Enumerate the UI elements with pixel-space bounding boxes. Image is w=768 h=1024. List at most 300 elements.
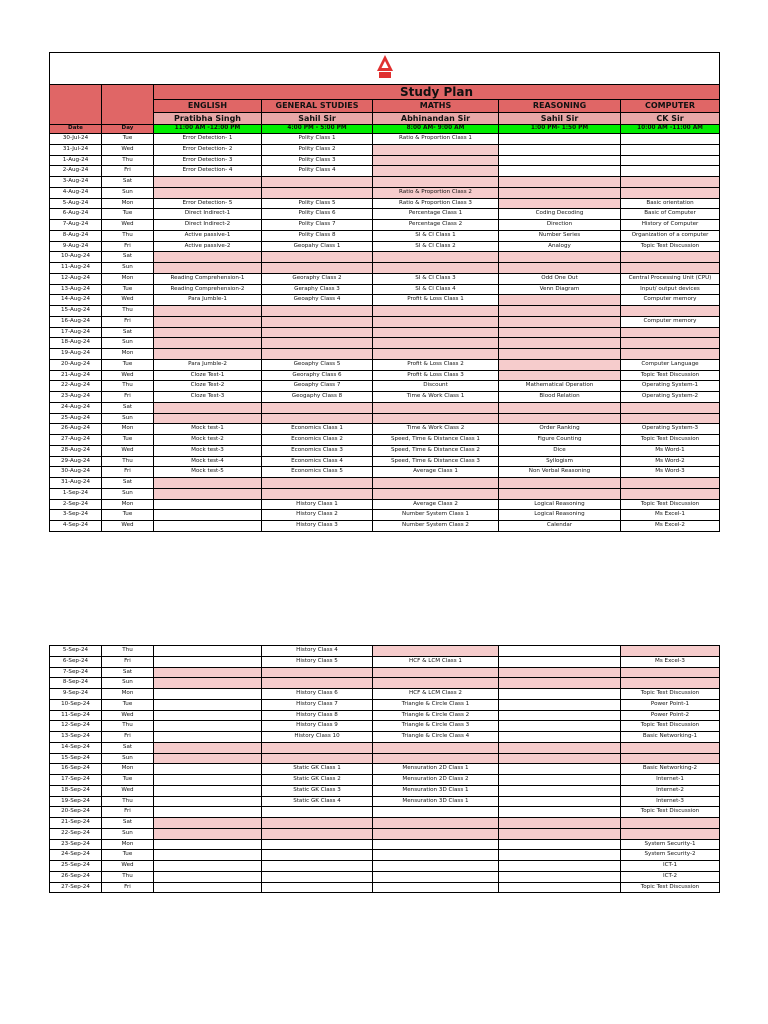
topic-cell: Mensuration 3D Class 1 <box>373 785 499 796</box>
topic-cell: Error Detection- 5 <box>154 198 262 209</box>
topic-cell <box>154 764 262 775</box>
schedule-row <box>50 456 720 467</box>
date-cell: 13-Aug-24 <box>50 284 102 295</box>
day-cell: Wed <box>102 370 154 381</box>
topic-cell: SI & CI Class 4 <box>373 284 499 295</box>
topic-cell: Topic Test Discussion <box>621 370 720 381</box>
topic-cell <box>499 796 621 807</box>
date-cell: 16-Sep-24 <box>50 764 102 775</box>
day-cell: Thu <box>102 230 154 241</box>
topic-cell <box>373 478 499 489</box>
subject-header: GENERAL STUDIES <box>262 100 373 113</box>
date-cell: 20-Sep-24 <box>50 807 102 818</box>
topic-cell: Polity Class 8 <box>262 230 373 241</box>
date-cell: 4-Sep-24 <box>50 521 102 532</box>
topic-cell: Active passive-1 <box>154 230 262 241</box>
schedule-row <box>50 435 720 446</box>
topic-cell: Operating System-1 <box>621 381 720 392</box>
topic-cell <box>154 316 262 327</box>
date-cell: 10-Aug-24 <box>50 252 102 263</box>
topic-cell: Figure Counting <box>499 435 621 446</box>
topic-cell: Input/ output devices <box>621 284 720 295</box>
schedule-row <box>50 220 720 231</box>
topic-cell <box>154 499 262 510</box>
schedule-row <box>50 241 720 252</box>
topic-cell <box>499 828 621 839</box>
topic-cell: Ms Excel-1 <box>621 510 720 521</box>
schedule-row <box>50 499 720 510</box>
topic-cell <box>499 370 621 381</box>
date-cell: 27-Sep-24 <box>50 882 102 893</box>
date-cell: 9-Aug-24 <box>50 241 102 252</box>
topic-cell: Average Class 2 <box>373 499 499 510</box>
topic-cell <box>154 850 262 861</box>
date-cell: 24-Aug-24 <box>50 402 102 413</box>
topic-cell: History Class 1 <box>262 499 373 510</box>
topic-cell: Mensuration 2D Class 1 <box>373 764 499 775</box>
day-cell: Sat <box>102 818 154 829</box>
class-timing: 1:00 PM- 1:50 PM <box>499 125 621 134</box>
topic-cell <box>499 252 621 263</box>
topic-cell <box>154 413 262 424</box>
topic-cell <box>154 882 262 893</box>
topic-cell: Ratio & Proportion Class 2 <box>373 187 499 198</box>
topic-cell: Time & Work Class 1 <box>373 392 499 403</box>
schedule-row <box>50 198 720 209</box>
topic-cell <box>499 349 621 360</box>
topic-cell: Direct Indirect-2 <box>154 220 262 231</box>
date-cell: 19-Sep-24 <box>50 796 102 807</box>
topic-cell: Basic Networking-2 <box>621 764 720 775</box>
topic-cell <box>373 327 499 338</box>
date-cell: 11-Aug-24 <box>50 263 102 274</box>
date-column-header-blank <box>50 85 102 125</box>
date-cell: 13-Sep-24 <box>50 732 102 743</box>
topic-cell: Topic Test Discussion <box>621 807 720 818</box>
subject-header: ENGLISH <box>154 100 262 113</box>
topic-cell <box>373 155 499 166</box>
topic-cell: Triangle & Circle Class 2 <box>373 710 499 721</box>
topic-cell <box>373 839 499 850</box>
topic-cell: History Class 3 <box>262 521 373 532</box>
topic-cell: Mock test-4 <box>154 456 262 467</box>
date-cell: 4-Aug-24 <box>50 187 102 198</box>
topic-cell <box>373 263 499 274</box>
topic-cell: Cloze Test-2 <box>154 381 262 392</box>
topic-cell <box>373 871 499 882</box>
schedule-row <box>50 882 720 893</box>
topic-cell: Geogaphy Class 8 <box>262 392 373 403</box>
topic-cell <box>262 306 373 317</box>
topic-cell: SI & CI Class 3 <box>373 273 499 284</box>
topic-cell: Error Detection- 2 <box>154 144 262 155</box>
topic-cell <box>262 252 373 263</box>
topic-cell <box>621 263 720 274</box>
topic-cell <box>154 678 262 689</box>
date-cell: 29-Aug-24 <box>50 456 102 467</box>
topic-cell <box>154 689 262 700</box>
date-cell: 1-Aug-24 <box>50 155 102 166</box>
topic-cell: Geoaphy Class 5 <box>262 359 373 370</box>
day-cell: Thu <box>102 796 154 807</box>
topic-cell <box>373 882 499 893</box>
topic-cell: Direction <box>499 220 621 231</box>
day-cell: Thu <box>102 381 154 392</box>
schedule-row <box>50 721 720 732</box>
day-cell: Mon <box>102 764 154 775</box>
date-column-header: Date <box>50 125 102 134</box>
topic-cell <box>154 187 262 198</box>
topic-cell <box>154 818 262 829</box>
topic-cell: System Security-1 <box>621 839 720 850</box>
topic-cell: Power Point-2 <box>621 710 720 721</box>
date-cell: 6-Sep-24 <box>50 656 102 667</box>
schedule-row <box>50 316 720 327</box>
schedule-row <box>50 359 720 370</box>
topic-cell <box>621 134 720 145</box>
topic-cell: Organization of a computer <box>621 230 720 241</box>
date-cell: 14-Aug-24 <box>50 295 102 306</box>
topic-cell: Geoaphy Class 4 <box>262 295 373 306</box>
schedule-row <box>50 510 720 521</box>
day-cell: Tue <box>102 699 154 710</box>
schedule-row <box>50 177 720 188</box>
date-cell: 25-Sep-24 <box>50 861 102 872</box>
topic-cell: Triangle & Circle Class 3 <box>373 721 499 732</box>
topic-cell: Computer Language <box>621 359 720 370</box>
date-cell: 9-Sep-24 <box>50 689 102 700</box>
schedule-row <box>50 349 720 360</box>
topic-cell: Error Detection- 1 <box>154 134 262 145</box>
day-cell: Wed <box>102 220 154 231</box>
topic-cell: Odd One Out <box>499 273 621 284</box>
day-cell: Tue <box>102 284 154 295</box>
topic-cell: Polity Class 7 <box>262 220 373 231</box>
schedule-row <box>50 445 720 456</box>
topic-cell: Basic Networking-1 <box>621 732 720 743</box>
date-cell: 2-Aug-24 <box>50 166 102 177</box>
date-cell: 16-Aug-24 <box>50 316 102 327</box>
topic-cell: Topic Test Discussion <box>621 499 720 510</box>
topic-cell <box>621 678 720 689</box>
topic-cell <box>499 732 621 743</box>
topic-cell <box>154 742 262 753</box>
topic-cell: Georaphy Class 6 <box>262 370 373 381</box>
day-cell: Tue <box>102 134 154 145</box>
date-cell: 19-Aug-24 <box>50 349 102 360</box>
schedule-row <box>50 338 720 349</box>
topic-cell: Economics Class 3 <box>262 445 373 456</box>
topic-cell <box>499 478 621 489</box>
topic-cell: Coding Decoding <box>499 209 621 220</box>
date-cell: 15-Aug-24 <box>50 306 102 317</box>
topic-cell <box>499 306 621 317</box>
topic-cell <box>499 678 621 689</box>
topic-cell <box>499 144 621 155</box>
schedule-row <box>50 667 720 678</box>
topic-cell: Economics Class 5 <box>262 467 373 478</box>
topic-cell <box>262 828 373 839</box>
date-cell: 31-Aug-24 <box>50 478 102 489</box>
schedule-row <box>50 327 720 338</box>
topic-cell <box>373 850 499 861</box>
topic-cell: Number Series <box>499 230 621 241</box>
topic-cell <box>373 667 499 678</box>
teacher-name: Sahil Sir <box>499 113 621 125</box>
schedule-row <box>50 775 720 786</box>
day-cell: Wed <box>102 521 154 532</box>
day-column-header: Day <box>102 125 154 134</box>
topic-cell: Computer memory <box>621 295 720 306</box>
topic-cell: Internet-2 <box>621 785 720 796</box>
topic-cell: Static GK Class 1 <box>262 764 373 775</box>
topic-cell <box>499 177 621 188</box>
schedule-row <box>50 209 720 220</box>
schedule-row <box>50 488 720 499</box>
topic-cell: Average Class 1 <box>373 467 499 478</box>
topic-cell <box>154 327 262 338</box>
topic-cell: HCF & LCM Class 2 <box>373 689 499 700</box>
schedule-row <box>50 699 720 710</box>
topic-cell: Profit & Loss Class 3 <box>373 370 499 381</box>
topic-cell <box>499 818 621 829</box>
day-cell: Fri <box>102 166 154 177</box>
topic-cell <box>373 753 499 764</box>
topic-cell <box>499 785 621 796</box>
teacher-name: Pratibha Singh <box>154 113 262 125</box>
topic-cell <box>154 263 262 274</box>
topic-cell <box>373 166 499 177</box>
topic-cell: Discount <box>373 381 499 392</box>
topic-cell <box>262 349 373 360</box>
topic-cell <box>262 861 373 872</box>
topic-cell <box>262 402 373 413</box>
schedule-row <box>50 402 720 413</box>
date-cell: 30-Aug-24 <box>50 467 102 478</box>
day-cell: Fri <box>102 882 154 893</box>
schedule-row <box>50 807 720 818</box>
subject-header: COMPUTER <box>621 100 720 113</box>
topic-cell <box>621 478 720 489</box>
date-cell: 2-Sep-24 <box>50 499 102 510</box>
topic-cell <box>499 402 621 413</box>
teacher-name: Sahil Sir <box>262 113 373 125</box>
day-cell: Wed <box>102 144 154 155</box>
day-cell: Sat <box>102 252 154 263</box>
topic-cell: Basic orientation <box>621 198 720 209</box>
topic-cell <box>154 402 262 413</box>
topic-cell <box>262 807 373 818</box>
topic-cell: Time & Work Class 2 <box>373 424 499 435</box>
topic-cell <box>262 818 373 829</box>
topic-cell <box>154 252 262 263</box>
topic-cell: Operating System-2 <box>621 392 720 403</box>
topic-cell <box>499 166 621 177</box>
teacher-name: CK Sir <box>621 113 720 125</box>
topic-cell <box>499 413 621 424</box>
topic-cell <box>499 850 621 861</box>
topic-cell <box>621 155 720 166</box>
page-title: Study Plan <box>154 85 720 100</box>
date-cell: 26-Sep-24 <box>50 871 102 882</box>
class-timing: 4:00 PM - 5:00 PM <box>262 125 373 134</box>
class-timing: 11:00 AM -12:00 PM <box>154 125 262 134</box>
topic-cell: History Class 7 <box>262 699 373 710</box>
schedule-row <box>50 785 720 796</box>
schedule-row <box>50 166 720 177</box>
topic-cell <box>499 359 621 370</box>
day-cell: Sun <box>102 413 154 424</box>
topic-cell: Mock test-1 <box>154 424 262 435</box>
schedule-row <box>50 187 720 198</box>
schedule-row <box>50 521 720 532</box>
day-cell: Thu <box>102 871 154 882</box>
schedule-row <box>50 818 720 829</box>
topic-cell <box>154 839 262 850</box>
topic-cell: Topic Test Discussion <box>621 241 720 252</box>
day-cell: Sat <box>102 327 154 338</box>
topic-cell <box>154 753 262 764</box>
day-cell: Fri <box>102 732 154 743</box>
schedule-row <box>50 732 720 743</box>
date-cell: 21-Sep-24 <box>50 818 102 829</box>
topic-cell <box>262 187 373 198</box>
topic-cell <box>154 349 262 360</box>
topic-cell: Static GK Class 3 <box>262 785 373 796</box>
topic-cell <box>154 861 262 872</box>
topic-cell <box>373 488 499 499</box>
topic-cell <box>262 327 373 338</box>
topic-cell <box>621 828 720 839</box>
day-cell: Tue <box>102 209 154 220</box>
topic-cell <box>499 155 621 166</box>
topic-cell <box>499 775 621 786</box>
date-cell: 8-Sep-24 <box>50 678 102 689</box>
topic-cell <box>154 732 262 743</box>
topic-cell: Internet-3 <box>621 796 720 807</box>
topic-cell: Percentage Class 1 <box>373 209 499 220</box>
topic-cell <box>621 742 720 753</box>
topic-cell: Number System Class 1 <box>373 510 499 521</box>
topic-cell: Syllogism <box>499 456 621 467</box>
day-cell: Wed <box>102 710 154 721</box>
study-plan-table-page2 <box>49 645 720 893</box>
topic-cell <box>373 338 499 349</box>
topic-cell <box>262 488 373 499</box>
topic-cell <box>154 656 262 667</box>
topic-cell <box>262 316 373 327</box>
topic-cell: Polity Class 6 <box>262 209 373 220</box>
topic-cell: Para Jumble-1 <box>154 295 262 306</box>
topic-cell: Speed, Time & Distance Class 3 <box>373 456 499 467</box>
day-cell: Thu <box>102 721 154 732</box>
day-cell: Mon <box>102 424 154 435</box>
topic-cell: Calendar <box>499 521 621 532</box>
day-cell: Fri <box>102 241 154 252</box>
topic-cell <box>499 721 621 732</box>
topic-cell: Polity Class 5 <box>262 198 373 209</box>
date-cell: 7-Sep-24 <box>50 667 102 678</box>
topic-cell <box>499 134 621 145</box>
topic-cell: Profit & Loss Class 2 <box>373 359 499 370</box>
topic-cell: Cloze Test-1 <box>154 370 262 381</box>
topic-cell <box>499 316 621 327</box>
topic-cell <box>621 187 720 198</box>
topic-cell <box>373 807 499 818</box>
day-cell: Tue <box>102 775 154 786</box>
topic-cell <box>621 413 720 424</box>
date-cell: 12-Sep-24 <box>50 721 102 732</box>
topic-cell: Percentage Class 2 <box>373 220 499 231</box>
topic-cell <box>499 764 621 775</box>
schedule-row <box>50 155 720 166</box>
topic-cell: Georaphy Class 2 <box>262 273 373 284</box>
topic-cell: Ratio & Proportion Class 3 <box>373 198 499 209</box>
topic-cell <box>621 144 720 155</box>
topic-cell: Triangle & Circle Class 4 <box>373 732 499 743</box>
schedule-row <box>50 273 720 284</box>
topic-cell <box>621 402 720 413</box>
topic-cell <box>499 263 621 274</box>
day-cell: Sun <box>102 338 154 349</box>
schedule-row <box>50 656 720 667</box>
schedule-row <box>50 828 720 839</box>
date-cell: 22-Sep-24 <box>50 828 102 839</box>
topic-cell <box>373 818 499 829</box>
date-cell: 10-Sep-24 <box>50 699 102 710</box>
topic-cell: Cloze Test-3 <box>154 392 262 403</box>
topic-cell: Active passive-2 <box>154 241 262 252</box>
date-cell: 15-Sep-24 <box>50 753 102 764</box>
date-cell: 23-Aug-24 <box>50 392 102 403</box>
date-cell: 14-Sep-24 <box>50 742 102 753</box>
topic-cell <box>499 667 621 678</box>
topic-cell <box>499 699 621 710</box>
date-cell: 18-Sep-24 <box>50 785 102 796</box>
day-cell: Fri <box>102 656 154 667</box>
topic-cell: Polity Class 3 <box>262 155 373 166</box>
topic-cell: History Class 10 <box>262 732 373 743</box>
topic-cell: Power Point-1 <box>621 699 720 710</box>
topic-cell <box>373 413 499 424</box>
topic-cell <box>262 413 373 424</box>
day-cell: Tue <box>102 359 154 370</box>
schedule-row <box>50 370 720 381</box>
topic-cell <box>499 871 621 882</box>
schedule-row <box>50 467 720 478</box>
topic-cell: Topic Test Discussion <box>621 435 720 446</box>
topic-cell: Polity Class 1 <box>262 134 373 145</box>
topic-cell <box>499 742 621 753</box>
topic-cell <box>499 753 621 764</box>
topic-cell <box>262 742 373 753</box>
topic-cell: Topic Test Discussion <box>621 721 720 732</box>
schedule-row <box>50 646 720 657</box>
topic-cell: Speed, Time & Distance Class 1 <box>373 435 499 446</box>
topic-cell <box>154 785 262 796</box>
topic-cell <box>262 667 373 678</box>
topic-cell <box>154 510 262 521</box>
topic-cell <box>154 488 262 499</box>
date-cell: 3-Aug-24 <box>50 177 102 188</box>
schedule-row <box>50 263 720 274</box>
topic-cell: Static GK Class 2 <box>262 775 373 786</box>
topic-cell <box>373 349 499 360</box>
date-cell: 26-Aug-24 <box>50 424 102 435</box>
topic-cell: Internet-1 <box>621 775 720 786</box>
topic-cell <box>499 295 621 306</box>
day-cell: Wed <box>102 295 154 306</box>
